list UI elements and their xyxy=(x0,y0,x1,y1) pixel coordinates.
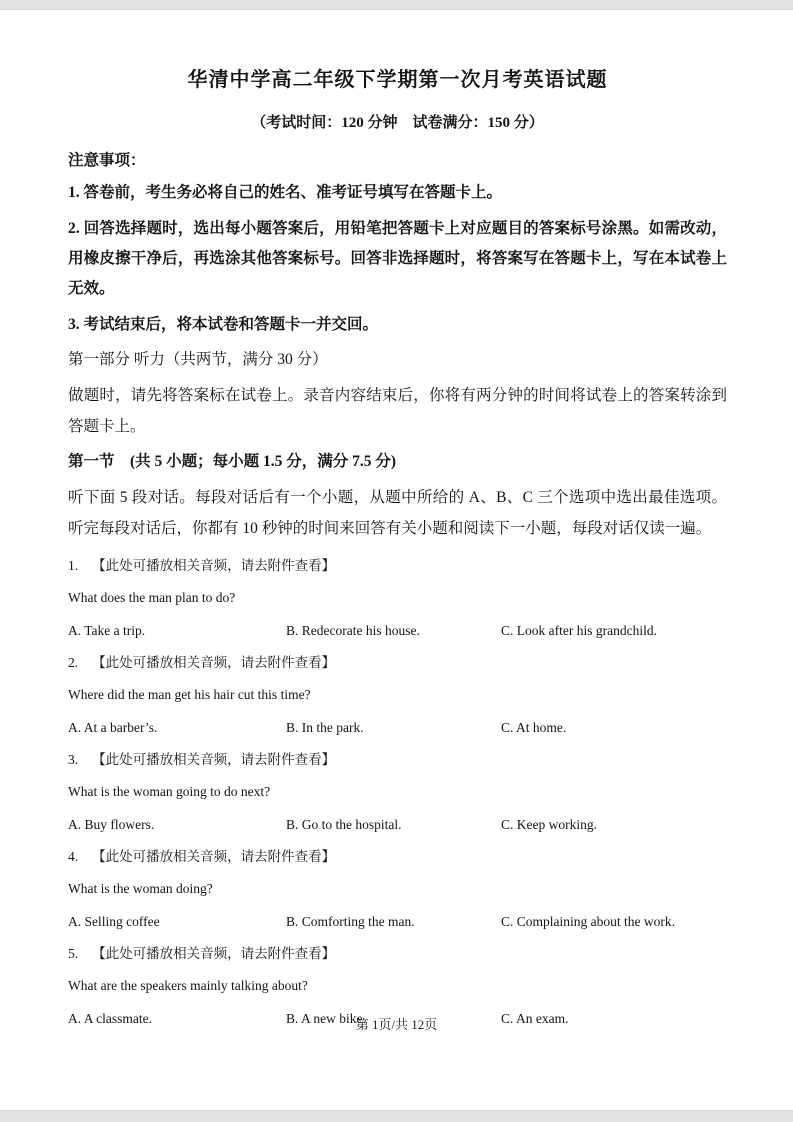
part1-instructions: 做题时，请先将答案标在试卷上。录音内容结束后，你将有两分钟的时间将试卷上的答案转涂到答题卡上。 xyxy=(68,387,727,435)
page-bottom-edge xyxy=(0,1110,793,1122)
section1-instructions: 听下面 5 段对话。每段对话后有一个小题，从题中所给的 A、B、C 三个选项中选出最佳选项。听完每段对话后，你都有 10 秒钟的时间来回答有关小题和阅读下一小题，每段对话仅读一遍。 xyxy=(68,489,727,537)
option-b: B. Go to the hospital. xyxy=(286,817,402,832)
audio-note: 【此处可播放相关音频，请去附件查看】 xyxy=(92,946,336,961)
question-stem: What does the man plan to do? xyxy=(68,590,236,605)
option-c: C. Look after his grandchild. xyxy=(501,623,657,638)
option-c: C. At home. xyxy=(501,720,567,735)
audio-note: 【此处可播放相关音频，请去附件查看】 xyxy=(92,752,336,767)
question-options xyxy=(68,621,727,641)
question-options xyxy=(68,912,727,932)
notice-item-2: 2. 回答选择题时，选出每小题答案后，用铅笔把答题卡上对应题目的答案标号涂黑。如需改动，用橡皮擦干净后，再选涂其他答案标号。回答非选择题时，将答案写在答题卡上，写在本试卷上无效。 xyxy=(68,220,727,297)
question-audio-line xyxy=(68,944,727,964)
question-number: 3. xyxy=(68,752,79,767)
option-a: A. Take a trip. xyxy=(68,623,146,638)
option-a: A. Selling coffee xyxy=(68,914,160,929)
audio-note: 【此处可播放相关音频，请去附件查看】 xyxy=(92,558,336,573)
part1-heading: 第一部分 听力（共两节，满分 30 分） xyxy=(68,351,328,368)
option-b: B. In the park. xyxy=(286,720,364,735)
question-stem: Where did the man get his hair cut this time? xyxy=(68,687,311,702)
question-block-1 xyxy=(68,556,727,641)
question-stem: What is the woman going to do next? xyxy=(68,784,271,799)
question-options xyxy=(68,815,727,835)
question-block-3 xyxy=(68,750,727,835)
option-b: B. Redecorate his house. xyxy=(286,623,420,638)
option-a: A. At a barber’s. xyxy=(68,720,158,735)
question-number: 4. xyxy=(68,849,79,864)
question-audio-line xyxy=(68,653,727,673)
page-number: 第 1页/共 12页 xyxy=(355,1017,438,1032)
option-c: C. An exam. xyxy=(501,1011,569,1026)
option-a: A. Buy flowers. xyxy=(68,817,155,832)
option-c: C. Keep working. xyxy=(501,817,597,832)
notice-heading: 注意事项： xyxy=(68,152,146,169)
option-b: B. Comforting the man. xyxy=(286,914,415,929)
question-stem: What are the speakers mainly talking about? xyxy=(68,978,308,993)
section1-heading: 第一节 (共 5 小题；每小题 1.5 分，满分 7.5 分) xyxy=(68,453,397,470)
option-b: B. A new bike. xyxy=(286,1011,366,1026)
audio-note: 【此处可播放相关音频，请去附件查看】 xyxy=(92,849,336,864)
question-audio-line xyxy=(68,556,727,576)
option-c: C. Complaining about the work. xyxy=(501,914,675,929)
notice-item-3: 3. 考试结束后，将本试卷和答题卡一并交回。 xyxy=(68,316,379,333)
question-number: 5. xyxy=(68,946,79,961)
question-options xyxy=(68,718,727,738)
notice-item-1: 1. 答卷前，考生务必将自己的姓名、准考证号填写在答题卡上。 xyxy=(68,184,503,201)
audio-note: 【此处可播放相关音频，请去附件查看】 xyxy=(92,655,336,670)
question-audio-line xyxy=(68,750,727,770)
question-number: 2. xyxy=(68,655,79,670)
question-stem: What is the woman doing? xyxy=(68,881,213,896)
exam-title: 华清中学高二年级下学期第一次月考英语试题 xyxy=(187,69,608,91)
question-audio-line xyxy=(68,847,727,867)
exam-subtitle: （考试时间：120 分钟 试卷满分：150 分） xyxy=(251,115,544,131)
question-number: 1. xyxy=(68,558,79,573)
question-block-4 xyxy=(68,847,727,932)
option-a: A. A classmate. xyxy=(68,1011,152,1026)
question-block-2 xyxy=(68,653,727,738)
